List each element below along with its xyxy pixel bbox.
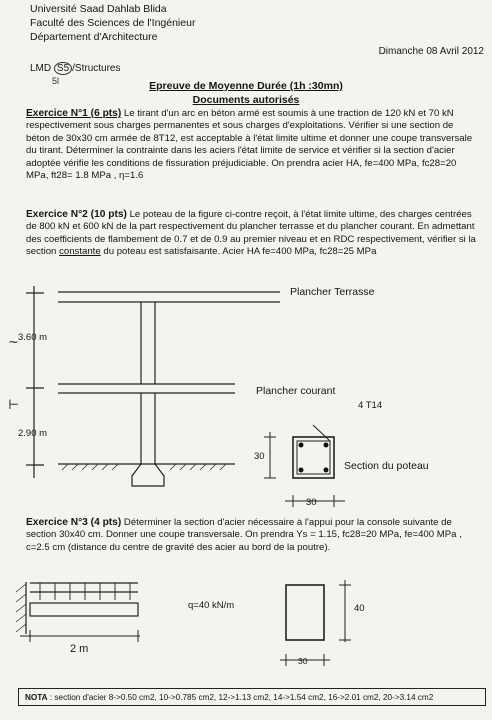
label-height-2: 2.90 m	[18, 428, 48, 439]
exercise-3-text: Déterminer la section d'acier nécessaire à l'appui pour la console suivante de section 30x40 cm. Donner une coupe transversale. On prendra Ys = 1.15, fc28=20 MPa, fe=400 MPa , c=2.5 cm (distance du centre de gravité des acier au bord de la poutre).	[26, 517, 462, 553]
exercise-1-text: Le tirant d'un arc en béton armé est soumis à une traction de 120 kN et 70 kN respectivement sous charges permanentes et sous charges d'exploitations. Vérifier si une section de béton de 30x30 cm armée de 8T12, est acceptable à l'état limite ultime et donner une coupe transversale du tirant. Déterminer la contrainte dans les aciers l'état limite de service et vérifier si la section d'acier adoptée vérifie les conditions de fissuration préjudiciable. On prendra acier HA, fe=400 MPa, fc28=20 MPa, ft28= 1.8 MPa , η=1.6	[26, 108, 473, 182]
semester-circled: S5	[54, 62, 72, 75]
label-section-du-poteau: Section du poteau	[344, 460, 429, 472]
label-load: q=40 kN/m	[188, 600, 235, 611]
exercise-3-heading: Exercice N°3 (4 pts)	[26, 517, 122, 528]
label-height-1: 3.60 m	[18, 332, 48, 343]
department-name: Département d'Architecture	[30, 31, 158, 43]
university-name: Université Saad Dahlab Blida	[30, 3, 167, 15]
column-section-drawing	[293, 437, 334, 478]
handwritten-scribble: 5l	[52, 76, 60, 86]
margin-mark-1: ~	[8, 335, 19, 350]
beam-section-dimensions	[280, 580, 351, 666]
faculty-name: Faculté des Sciences de l'Ingénieur	[30, 17, 196, 29]
rebar-leader-line	[313, 425, 330, 441]
exercise-1-heading: Exercice N°1 (6 pts)	[26, 108, 122, 119]
footing	[132, 464, 164, 486]
label-beam-height: 40	[354, 603, 365, 614]
label-plancher-courant: Plancher courant	[256, 385, 336, 397]
ground-hatching	[62, 464, 226, 470]
nota-label: NOTA	[25, 693, 48, 702]
label-span: 2 m	[70, 643, 89, 655]
exercise-2-text-b: du poteau est satisfaisante. Acier HA fe=400 MPa, fc28=25 MPa	[100, 246, 377, 258]
cantilever-beam	[30, 603, 138, 616]
nota-text: : section d'acier 8->0.50 cm2, 10->0.785 cm2, 12->1.13 cm2, 14->1.54 cm2, 16->2.01 cm2, 20->3.14 cm2	[47, 693, 434, 702]
cantilever-figure	[26, 582, 138, 634]
exercise-2-text-a: Le poteau de la figure ci-contre reçoit, à l'état limite ultime, des charges centrées de 800 kN et 600 kN de la part respectivement du plancher terrasse et du plancher courant. En admettant des coefficients de flambement de 0.7 et de 0.9 au premier niveau et en RDC respectivement, vérifier si la section	[26, 209, 476, 258]
label-plancher-terrasse: Plancher Terrasse	[290, 286, 375, 298]
exercise-2-heading: Exercice N°2 (10 pts)	[26, 209, 127, 220]
beam-section-drawing	[286, 585, 324, 640]
label-section-width: 30	[306, 497, 317, 508]
support-hatching	[16, 584, 26, 632]
exercise-3	[26, 517, 478, 554]
margin-mark-2: ⊢	[8, 398, 20, 413]
nota-box	[18, 688, 486, 706]
exam-title: Epreuve de Moyenne Durée (1h :30mn)	[149, 80, 343, 92]
label-rebar: 4 T14	[358, 400, 383, 411]
level-suffix: /Structures	[72, 63, 121, 74]
span-dimension	[20, 630, 140, 642]
label-section-side: 30	[254, 451, 265, 462]
label-beam-width: 30	[298, 656, 308, 666]
rebar-dots	[299, 443, 329, 473]
exam-date: Dimanche 08 Avril 2012	[378, 46, 484, 57]
level-prefix: LMD	[30, 63, 52, 74]
exam-subtitle: Documents autorisés	[192, 94, 300, 106]
exercise-2-text-underlined: constante	[59, 246, 101, 258]
